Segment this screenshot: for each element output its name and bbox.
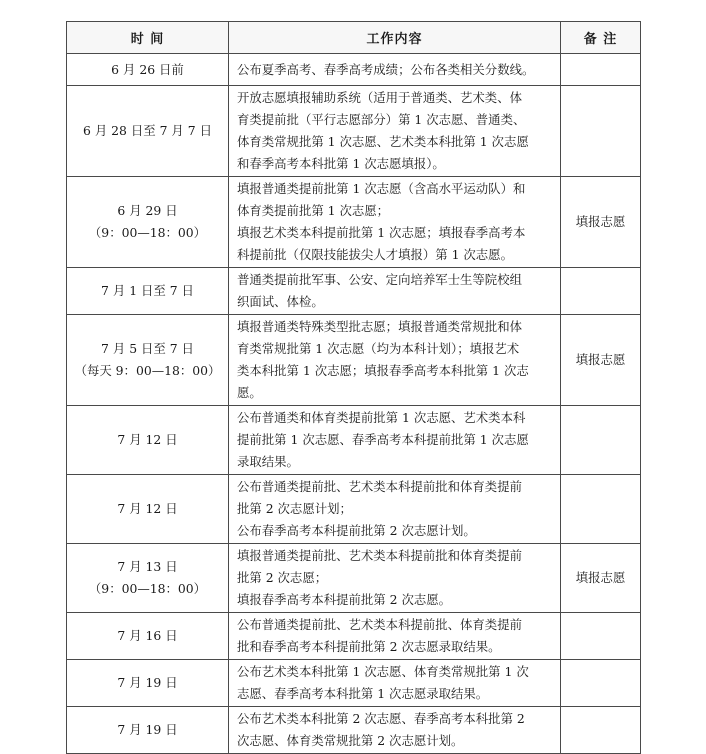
note-cell [561, 613, 641, 660]
content-cell [229, 268, 561, 315]
schedule-table [66, 21, 641, 754]
content-line: 公布普通类提前批、艺术类本科提前批和体育类提前 [237, 479, 522, 494]
content-line: 次志愿、体育类常规批第 2 次志愿计划。 [237, 733, 464, 748]
content-line: 录取结果。 [237, 454, 299, 469]
time-cell [67, 54, 229, 86]
content-cell [229, 613, 561, 660]
content-cell [229, 86, 561, 177]
table-row [67, 475, 641, 544]
time-cell [67, 406, 229, 475]
table-row [67, 177, 641, 268]
table-row [67, 660, 641, 707]
table-row [67, 613, 641, 660]
note-cell [561, 406, 641, 475]
content-line: 普通类提前批军事、公安、定向培养军士生等院校组 [237, 272, 522, 287]
content-line: 公布普通类提前批、艺术类本科提前批、体育类提前 [237, 617, 522, 632]
header-content: 工作内容 [229, 22, 561, 54]
content-cell [229, 707, 561, 754]
time-cell [67, 707, 229, 754]
time-cell [67, 475, 229, 544]
schedule-table-container [66, 21, 640, 754]
time-text: 6 月 29 日 [117, 203, 178, 218]
content-cell [229, 406, 561, 475]
time-text: （每天 9：00—18：00） [74, 363, 221, 378]
note-cell [561, 177, 641, 268]
content-line: 批第 2 次志愿； [237, 570, 328, 585]
time-text: 7 月 19 日 [117, 722, 178, 737]
note-text: 填报志愿 [575, 214, 626, 229]
content-line: 志愿、春季高考本科批第 1 次志愿录取结果。 [237, 686, 489, 701]
time-cell [67, 613, 229, 660]
time-cell [67, 544, 229, 613]
table-row [67, 315, 641, 406]
note-cell [561, 660, 641, 707]
table-row [67, 86, 641, 177]
time-text: 7 月 12 日 [117, 432, 178, 447]
content-line: 育类常规批第 1 次志愿（均为本科计划）；填报艺术 [237, 341, 520, 356]
note-cell [561, 707, 641, 754]
time-text: 6 月 28 日至 7 月 7 日 [83, 123, 212, 138]
time-cell [67, 268, 229, 315]
content-line: 体育类常规批第 1 次志愿、艺术类本科批第 1 次志愿 [237, 134, 529, 149]
content-line: 公布艺术类本科批第 2 次志愿、春季高考本科批第 2 [237, 711, 525, 726]
note-cell [561, 268, 641, 315]
table-row [67, 544, 641, 613]
table-body [67, 54, 641, 754]
note-cell [561, 544, 641, 613]
content-line: 公布夏季高考、春季高考成绩；公布各类相关分数线。 [237, 61, 535, 77]
content-line: 填报普通类提前批第 1 次志愿（含高水平运动队）和 [237, 181, 526, 196]
time-text: （9：00—18：00） [88, 225, 207, 240]
time-text: （9：00—18：00） [88, 581, 207, 596]
content-line: 育类提前批（平行志愿部分）第 1 次志愿、普通类、 [237, 112, 526, 127]
time-text: 7 月 1 日至 7 日 [101, 283, 194, 298]
note-cell [561, 315, 641, 406]
content-line: 填报普通类提前批、艺术类本科提前批和体育类提前 [237, 548, 522, 563]
table-row [67, 54, 641, 86]
time-text: 7 月 5 日至 7 日 [101, 341, 194, 356]
content-line: 科提前批（仅限技能拔尖人才填报）第 1 次志愿。 [237, 247, 513, 262]
content-cell [229, 544, 561, 613]
content-line: 和春季高考本科批第 1 次志愿填报）。 [237, 156, 445, 171]
time-cell [67, 660, 229, 707]
content-line: 填报普通类特殊类型批志愿；填报普通类常规批和体 [237, 319, 522, 334]
content-cell [229, 54, 561, 86]
content-line: 填报艺术类本科提前批第 1 次志愿；填报春季高考本 [237, 225, 526, 240]
content-line: 批第 2 次志愿计划； [237, 501, 352, 516]
content-cell [229, 660, 561, 707]
time-text: 7 月 19 日 [117, 675, 178, 690]
note-text: 填报志愿 [575, 352, 626, 367]
note-cell [561, 86, 641, 177]
content-line: 填报春季高考本科提前批第 2 次志愿。 [237, 592, 452, 607]
time-text: 6 月 26 日前 [111, 61, 184, 77]
content-line: 公布艺术类本科批第 1 次志愿、体育类常规批第 1 次 [237, 664, 529, 679]
content-line: 体育类提前批第 1 次志愿； [237, 203, 390, 218]
content-line: 织面试、体检。 [237, 294, 324, 309]
time-text: 7 月 13 日 [117, 559, 178, 574]
content-line: 愿。 [237, 385, 262, 400]
note-cell [561, 475, 641, 544]
header-time: 时 间 [67, 22, 229, 54]
content-line: 类本科批第 1 次志愿；填报春季高考本科批第 1 次志 [237, 363, 529, 378]
content-line: 公布普通类和体育类提前批第 1 次志愿、艺术类本科 [237, 410, 526, 425]
note-cell [561, 54, 641, 86]
table-row [67, 707, 641, 754]
content-line: 提前批第 1 次志愿、春季高考本科提前批第 1 次志愿 [237, 432, 529, 447]
content-line: 批和春季高考本科提前批第 2 次志愿录取结果。 [237, 639, 501, 654]
table-row [67, 268, 641, 315]
table-header-row [67, 22, 641, 54]
content-cell [229, 475, 561, 544]
table-row [67, 406, 641, 475]
content-line: 公布春季高考本科提前批第 2 次志愿计划。 [237, 523, 476, 538]
time-cell [67, 86, 229, 177]
content-cell [229, 315, 561, 406]
header-note: 备 注 [561, 22, 641, 54]
time-text: 7 月 12 日 [117, 501, 178, 516]
note-text: 填报志愿 [575, 570, 626, 585]
time-cell [67, 177, 229, 268]
content-cell [229, 177, 561, 268]
time-cell [67, 315, 229, 406]
content-line: 开放志愿填报辅助系统（适用于普通类、艺术类、体 [237, 90, 522, 105]
time-text: 7 月 16 日 [117, 628, 178, 643]
